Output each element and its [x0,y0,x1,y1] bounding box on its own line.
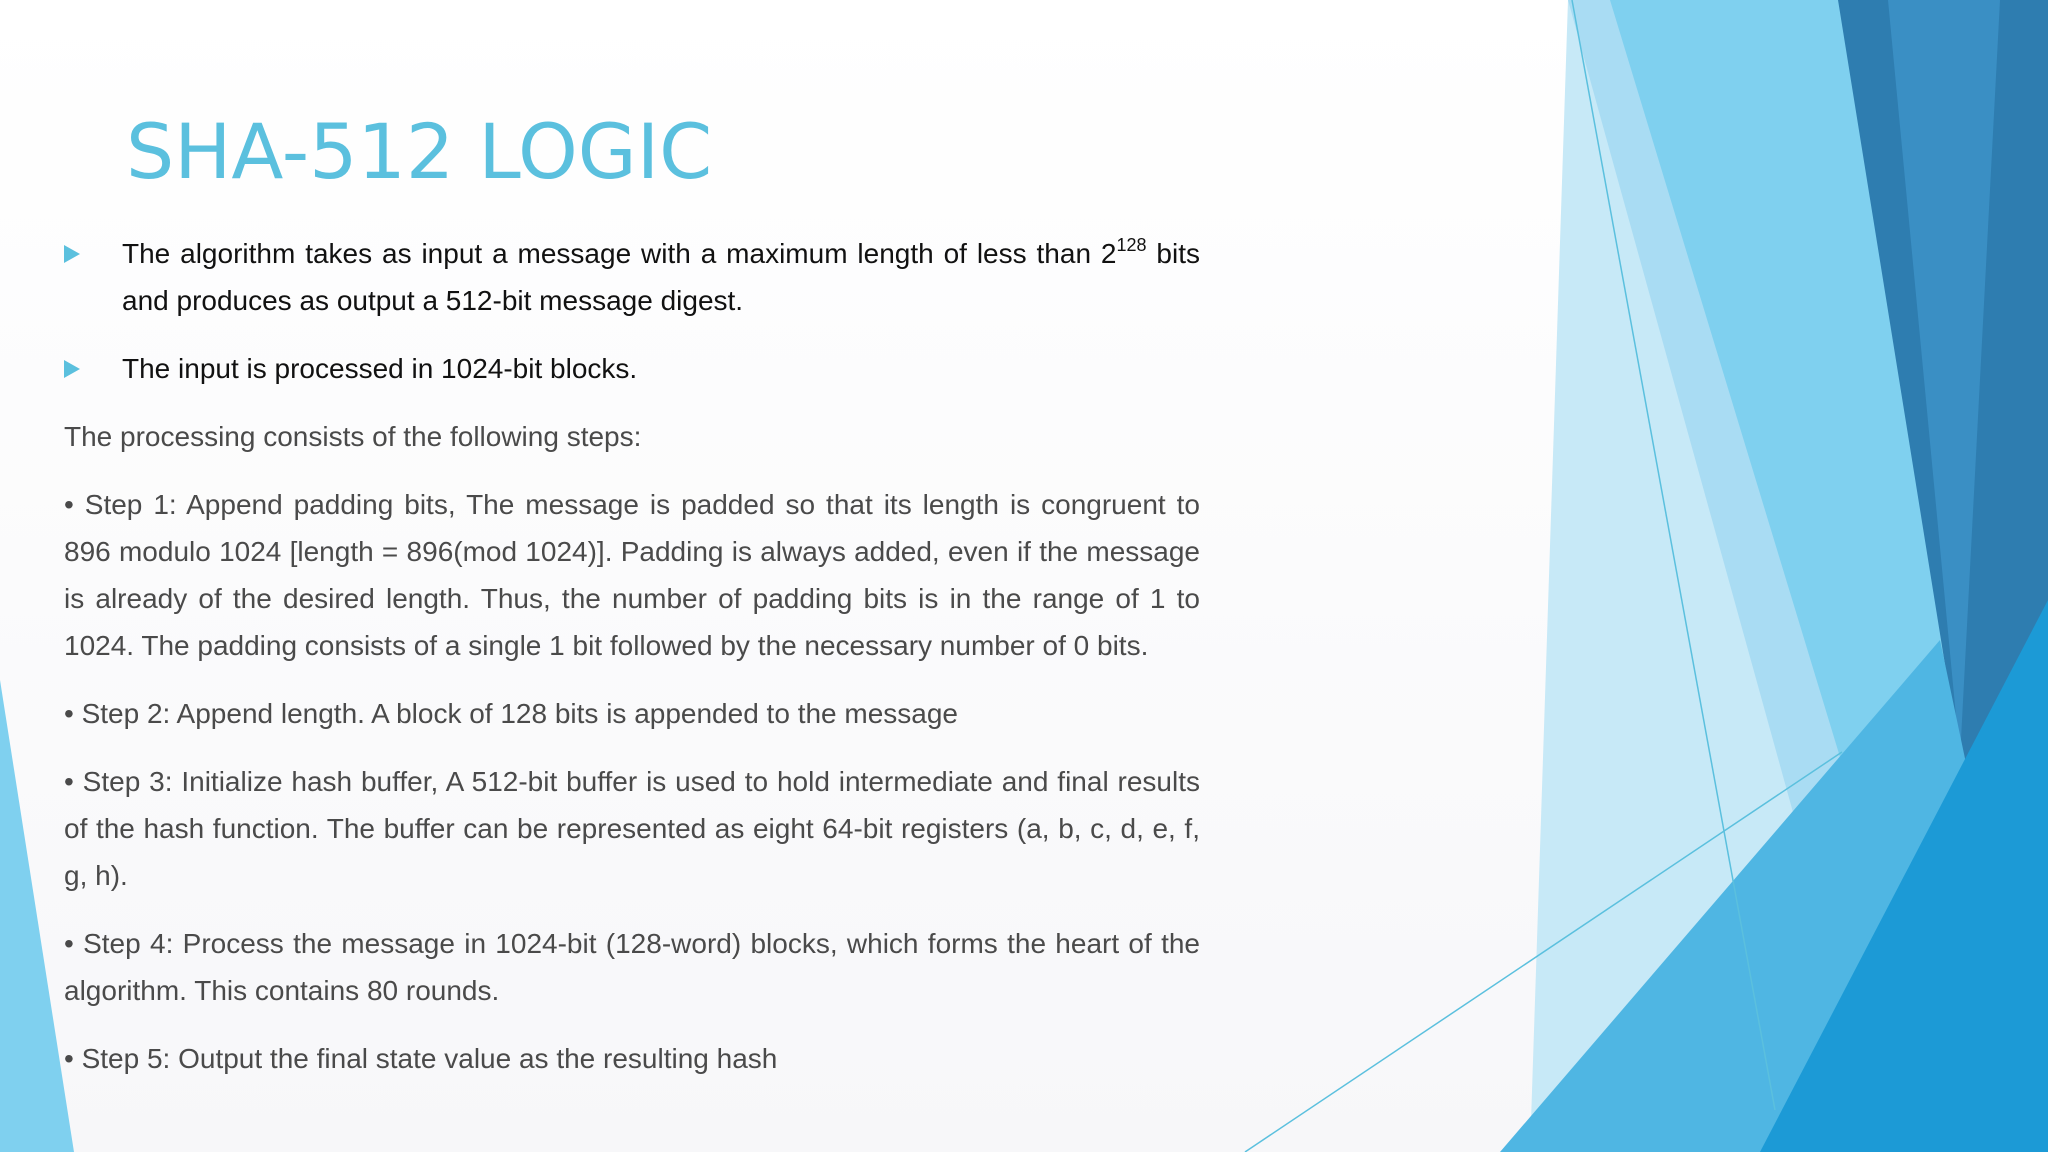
step-paragraph-1: • Step 1: Append padding bits, The message is padded so that its length is congruent to 896 modulo 1024 [length = 896(mod 1024)]. Padding is always added, even if the message is already of the desired length. Thus, the number of padding bits is in the range of 1 to 1024. The padding consists of a single 1 bit followed by the necessary number of 0 bits. [64,489,1200,661]
step-paragraph-2: • Step 2: Append length. A block of 128 bits is appended to the message [64,698,959,729]
bullet-text: The input is processed in 1024-bit blocks. [122,353,638,384]
superscript-exponent: 128 [1116,235,1147,255]
step-paragraph-5: • Step 5: Output the final state value as the resulting hash [64,1043,778,1074]
arrow-bullet-icon [64,245,80,263]
step-paragraph-4: • Step 4: Process the message in 1024-bit (128-word) blocks, which forms the heart of the algorithm. This contains 80 rounds. [64,928,1200,1006]
slide-title: SHA-512 LOGIC [126,107,713,196]
bullet-item [64,230,1200,324]
step-paragraph-3: • Step 3: Initialize hash buffer, A 512-bit buffer is used to hold intermediate and final results of the hash function. The buffer can be represented as eight 64-bit registers (a, b, c, d, e, f, g, h). [64,766,1200,891]
arrow-bullet-icon [64,360,80,378]
slide-body [64,230,1200,1103]
left-accent-triangle [0,680,74,1152]
bullet-text-before: The algorithm takes as input a message with a maximum length of less than 2 [122,238,1117,269]
bullet-item [64,345,1200,392]
bullet-text-after: bits and produces as output a 512-bit message digest. [122,238,1200,316]
intro-paragraph: The processing consists of the following steps: [64,421,642,452]
